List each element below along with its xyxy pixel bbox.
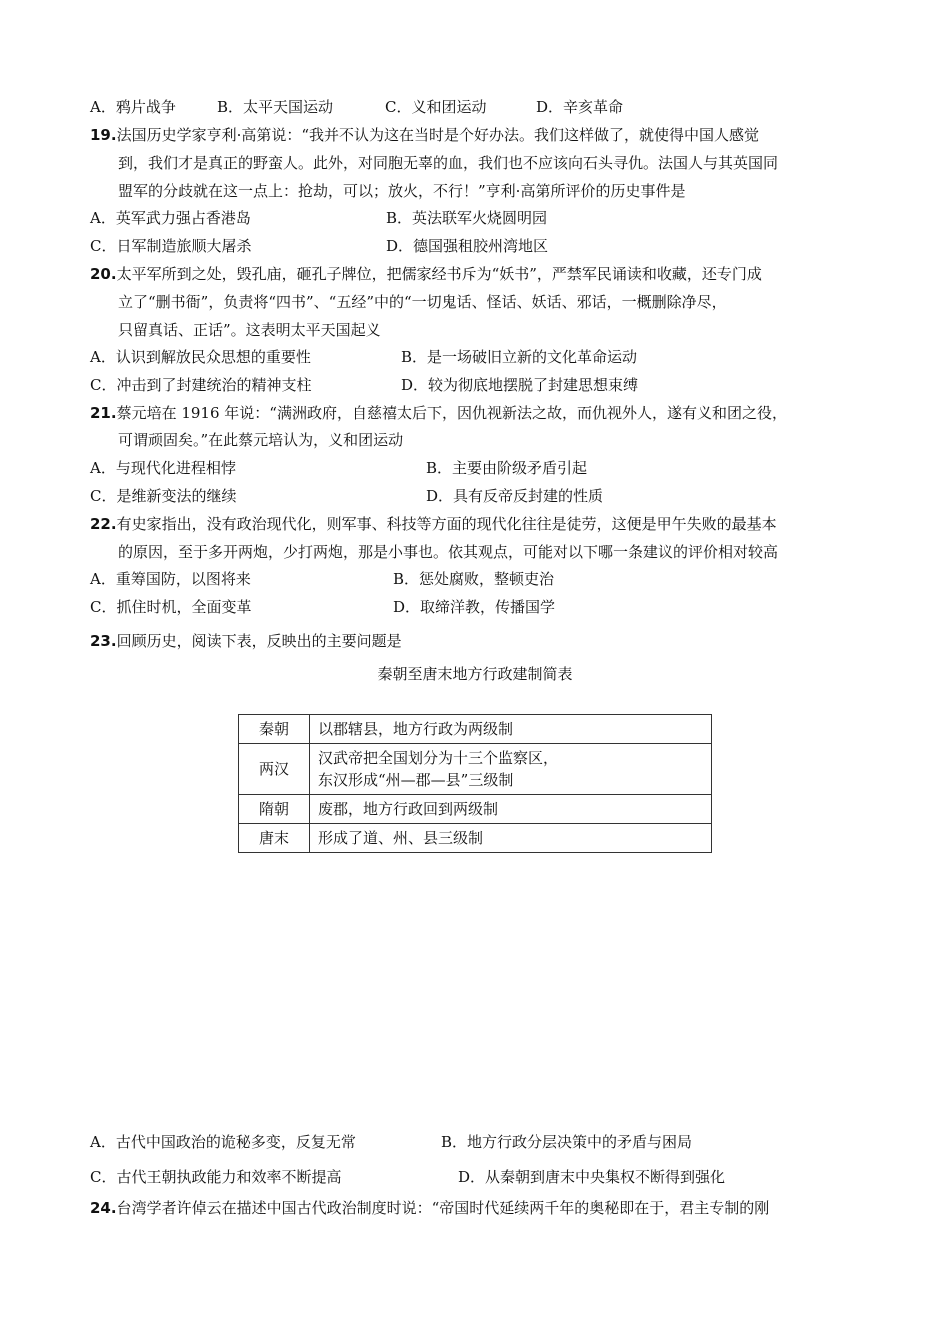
q18-option-c[interactable]: C．义和团运动 xyxy=(385,98,487,116)
table-cell-era: 唐末 xyxy=(239,824,310,853)
q21-option-a[interactable]: A．与现代化进程相悖 xyxy=(90,459,236,477)
table-title: 秦朝至唐末地方行政建制简表 xyxy=(377,665,573,683)
q19-number: 19. xyxy=(90,126,117,144)
q23-number: 23. xyxy=(90,632,117,650)
q21-option-c[interactable]: C．是维新变法的继续 xyxy=(90,487,237,505)
q23-option-a[interactable]: A．古代中国政治的诡秘多变，反复无常 xyxy=(90,1133,356,1151)
q22-option-b[interactable]: B．惩处腐败，整顿吏治 xyxy=(393,570,555,588)
q22-option-c[interactable]: C．抓住时机，全面变革 xyxy=(90,598,252,616)
q20-number: 20. xyxy=(90,265,117,283)
table-cell-desc-line-2: 东汉形成“州—郡—县”三级制 xyxy=(318,771,514,789)
q19-option-b[interactable]: B．英法联军火烧圆明园 xyxy=(386,209,548,227)
q22-number: 22. xyxy=(90,515,117,533)
q23-option-b[interactable]: B．地方行政分层决策中的矛盾与困局 xyxy=(441,1133,693,1151)
q22-stem-line-1 xyxy=(90,514,777,534)
q22-option-d[interactable]: D．取缔洋教，传播国学 xyxy=(393,598,556,616)
q24-stem-line-1 xyxy=(90,1198,769,1218)
q20-stem-line-2: 立了“删书衙”，负责将“四书”、“五经”中的“一切鬼话、怪话、妖话、邪话，一概删除净尽， xyxy=(118,293,727,311)
table-cell-era: 隋朝 xyxy=(239,795,310,824)
q21-option-d[interactable]: D．具有反帝反封建的性质 xyxy=(426,487,604,505)
q19-stem-line-3: 盟军的分歧就在这一点上：抢劫，可以；放火，不行！”亨利·高第所评价的历史事件是 xyxy=(118,182,686,200)
table-row xyxy=(239,824,712,853)
q22-stem-line-2: 的原因，至于多开两炮，少打两炮，那是小事也。依其观点，可能对以下哪一条建议的评价相对较高 xyxy=(118,543,779,561)
q21-text-1: 蔡元培在 1916 年说：“满洲政府，自慈禧太后下，因仇视新法之故，而仇视外人，遂有义和团之役， xyxy=(116,404,787,422)
q19-option-c[interactable]: C．日军制造旅顺大屠杀 xyxy=(90,237,252,255)
q21-number: 21. xyxy=(90,404,117,422)
q24-number: 24. xyxy=(90,1199,117,1217)
table-cell-desc xyxy=(310,744,712,795)
q23-stem-line-1 xyxy=(90,631,402,651)
q18-option-d[interactable]: D．辛亥革命 xyxy=(536,98,624,116)
q21-option-b[interactable]: B．主要由阶级矛盾引起 xyxy=(426,459,588,477)
q24-text-1: 台湾学者许倬云在描述中国古代政治制度时说：“帝国时代延续两千年的奥秘即在于，君主专制的刚 xyxy=(116,1199,770,1217)
q19-stem-line-2: 到，我们才是真正的野蛮人。此外，对同胞无辜的血，我们也不应该向石头寻仇。法国人与其英国同 xyxy=(118,154,779,172)
table-cell-desc-line-1: 汉武帝把全国划分为十三个监察区， xyxy=(318,749,559,767)
q20-text-1: 太平军所到之处，毁孔庙，砸孔子牌位，把儒家经书斥为“妖书”，严禁军民诵读和收藏，还专门成 xyxy=(116,265,762,283)
q19-stem-line-1 xyxy=(90,125,759,145)
q21-stem-line-1 xyxy=(90,403,787,423)
q19-text-1: 法国历史学家亨利·高第说：“我并不认为这在当时是个好办法。我们这样做了，就使得中国人感觉 xyxy=(116,126,760,144)
q20-option-c[interactable]: C．冲击到了封建统治的精神支柱 xyxy=(90,376,312,394)
q22-option-a[interactable]: A．重筹国防，以图将来 xyxy=(90,570,251,588)
q20-option-a[interactable]: A．认识到解放民众思想的重要性 xyxy=(90,348,311,366)
table-row xyxy=(239,744,712,795)
table-cell-desc: 以郡辖县，地方行政为两级制 xyxy=(310,715,712,744)
q20-option-b[interactable]: B．是一场破旧立新的文化革命运动 xyxy=(401,348,638,366)
table-cell-era: 秦朝 xyxy=(239,715,310,744)
q23-option-d[interactable]: D．从秦朝到唐末中央集权不断得到强化 xyxy=(458,1168,726,1186)
q20-option-d[interactable]: D．较为彻底地摆脱了封建思想束缚 xyxy=(401,376,639,394)
table-row xyxy=(239,715,712,744)
table-cell-desc: 废郡，地方行政回到两级制 xyxy=(310,795,712,824)
q18-option-b[interactable]: B．太平天国运动 xyxy=(217,98,334,116)
q20-stem-line-3: 只留真话、正话”。这表明太平天国起义 xyxy=(118,321,381,339)
q19-option-d[interactable]: D．德国强租胶州湾地区 xyxy=(386,237,549,255)
q21-stem-line-2: 可谓顽固矣。”在此蔡元培认为，义和团运动 xyxy=(118,431,404,449)
table-cell-desc: 形成了道、州、县三级制 xyxy=(310,824,712,853)
table-cell-era: 两汉 xyxy=(239,744,310,795)
admin-system-table xyxy=(238,714,712,853)
q19-option-a[interactable]: A．英军武力强占香港岛 xyxy=(90,209,251,227)
table-row xyxy=(239,795,712,824)
q18-option-a[interactable]: A．鸦片战争 xyxy=(90,98,176,116)
q20-stem-line-1 xyxy=(90,264,762,284)
q23-option-c[interactable]: C．古代王朝执政能力和效率不断提高 xyxy=(90,1168,342,1186)
q22-text-1: 有史家指出，没有政治现代化，则军事、科技等方面的现代化往往是徒劳，这便是甲午失败的最基本 xyxy=(116,515,777,533)
q23-text-1: 回顾历史，阅读下表，反映出的主要问题是 xyxy=(116,632,402,650)
